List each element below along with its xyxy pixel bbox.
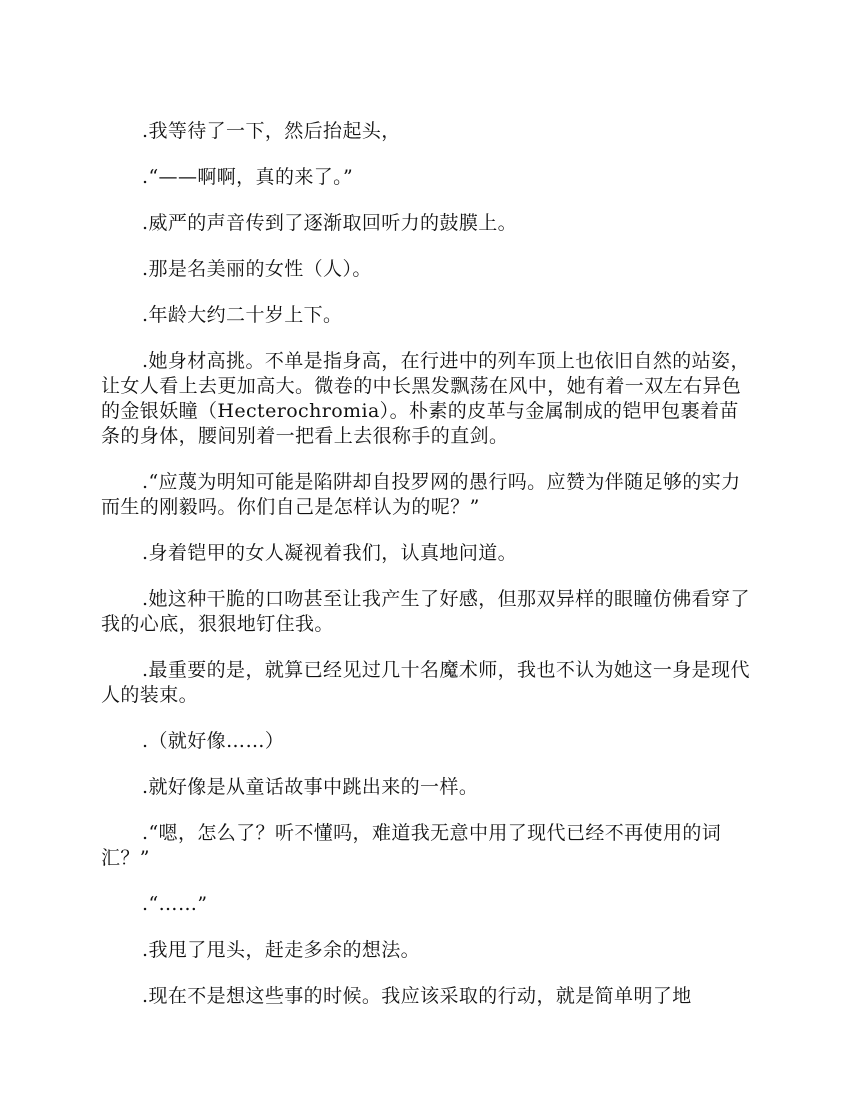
paragraph-5: .年龄大约二十岁上下。	[142, 304, 343, 326]
paragraph-12: .就好像是从童话故事中跳出来的一样。	[142, 776, 479, 798]
paragraph-1: .我等待了一下，然后抬起头，	[142, 120, 401, 142]
paragraph-3: .威严的声音传到了逐渐取回听力的鼓膜上。	[142, 212, 518, 234]
paragraph-10: .最重要的是，就算已经见过几十名魔术师，我也不认为她这一身是现代人的装束。	[101, 659, 750, 706]
paragraph-6: .她身材高挑。不单是指身高，在行进中的列车顶上也依旧自然的站姿，让女人看上去更加高大。微卷的中长黑发飘荡在风中，她有着一双左右异色的金银妖瞳（Hecterochromia）。朴素的皮革与金属制成的铠甲包裹着苗条的身体，腰间别着一把看上去很称手的直剑。	[101, 350, 750, 447]
document-body	[101, 119, 751, 1030]
paragraph-13: .“嗯，怎么了？听不懂吗，难道我无意中用了现代已经不再使用的词汇？”	[101, 822, 722, 869]
paragraph-7: .“应蔑为明知可能是陷阱却自投罗网的愚行吗。应赞为伴随足够的实力而生的刚毅吗。你们自己是怎样认为的呢？”	[101, 471, 741, 518]
paragraph-15: .我甩了甩头，赶走多余的想法。	[142, 939, 421, 961]
paragraph-16: .现在不是想这些事的时候。我应该采取的行动，就是简单明了地	[142, 985, 692, 1007]
paragraph-8: .身着铠甲的女人凝视着我们，认真地问道。	[142, 542, 518, 564]
paragraph-2: .“——啊啊，真的来了。”	[142, 166, 354, 188]
paragraph-14: .“……”	[142, 893, 208, 915]
paragraph-4: .那是名美丽的女性（人）。	[142, 258, 372, 280]
paragraph-9: .她这种干脆的口吻甚至让我产生了好感，但那双异样的眼瞳仿佛看穿了我的心底，狠狠地钉住我。	[101, 588, 750, 635]
paragraph-11: .（就好像……）	[142, 730, 285, 752]
